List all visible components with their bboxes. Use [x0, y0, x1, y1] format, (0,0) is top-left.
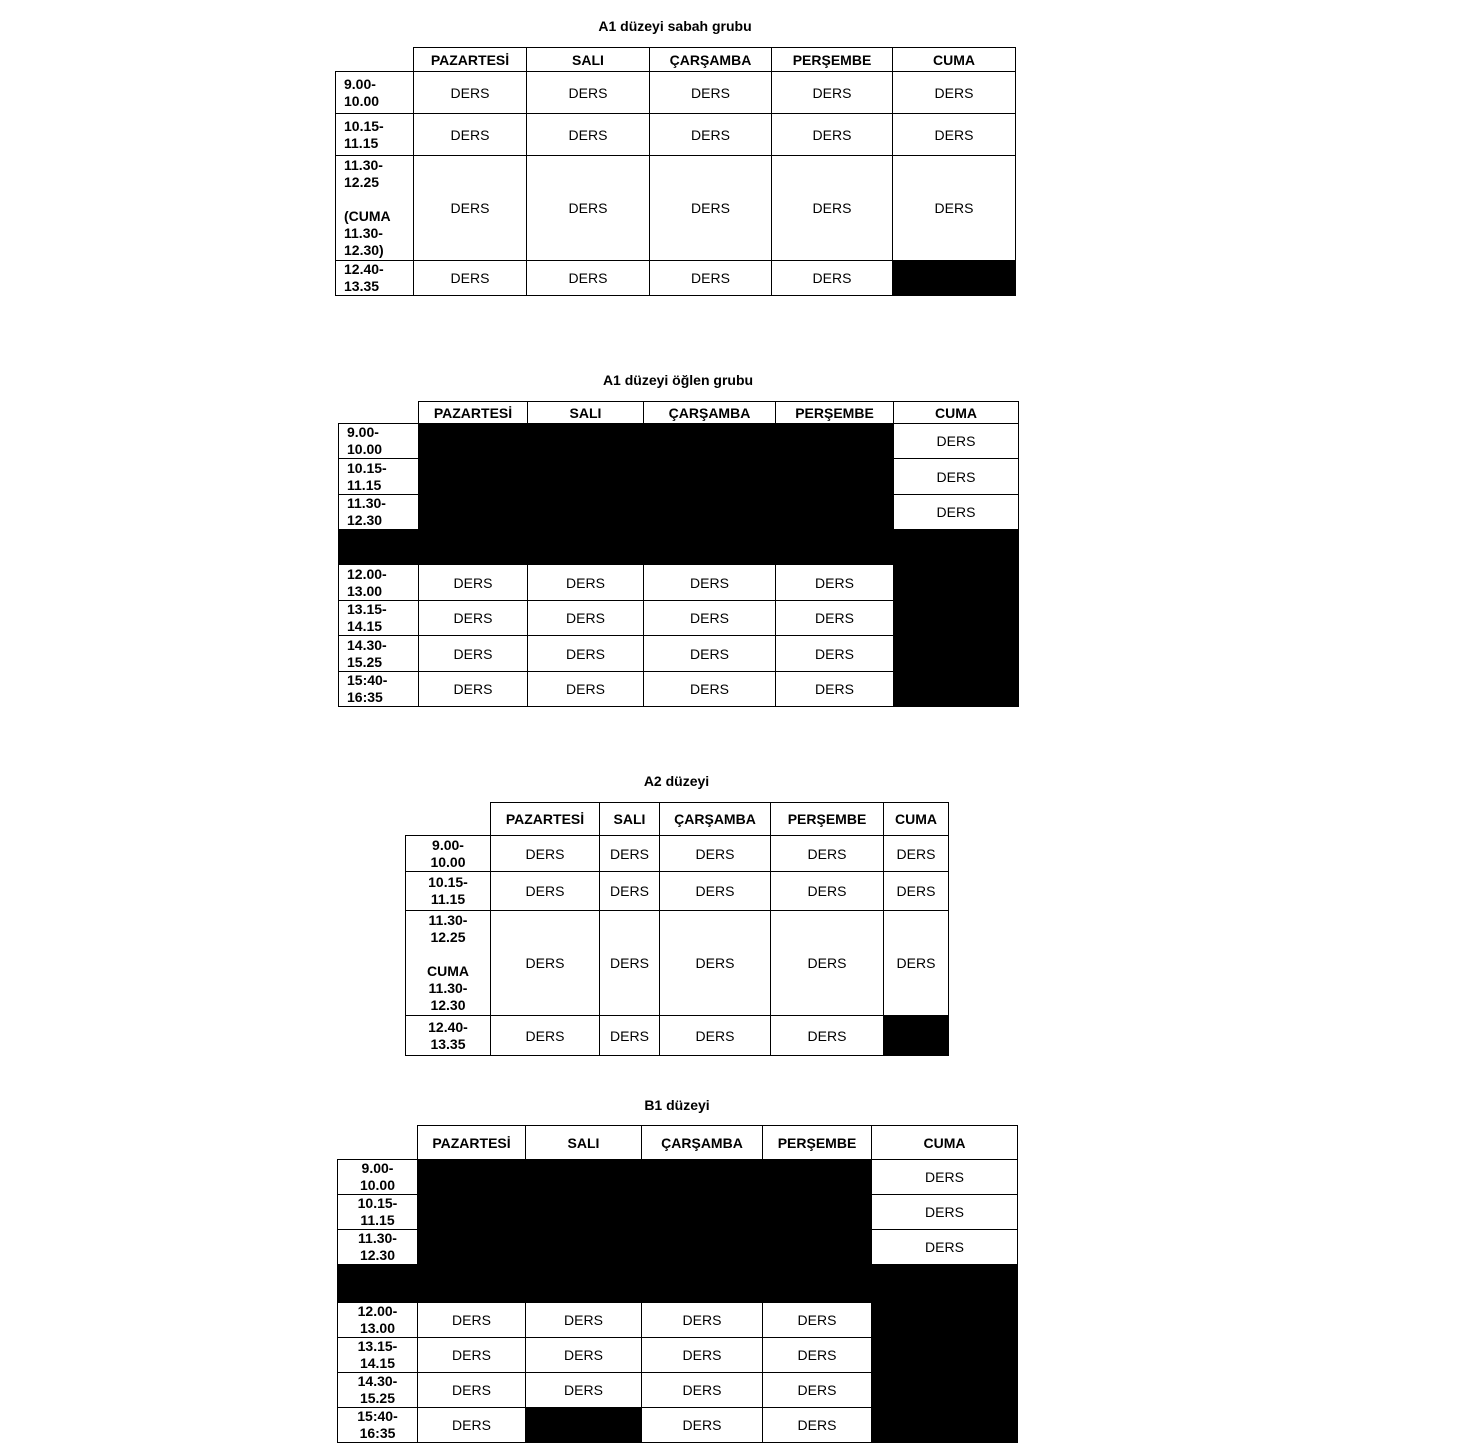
break-row [339, 530, 1019, 565]
time-slot: 14.30- 15.25 [339, 636, 419, 672]
day-header: CUMA [894, 402, 1019, 424]
blocked-cell [872, 1338, 1018, 1373]
lesson-cell: DERS [414, 72, 527, 114]
day-header: PAZARTESİ [491, 803, 600, 836]
lesson-cell: DERS [414, 261, 527, 296]
day-header: ÇARŞAMBA [644, 402, 776, 424]
lesson-cell: DERS [644, 565, 776, 601]
table-row [338, 1265, 1018, 1303]
table-row [339, 424, 1019, 459]
table-row [336, 156, 1016, 261]
lesson-cell: DERS [526, 1338, 642, 1373]
day-header: CUMA [884, 803, 949, 836]
day-header: PAZARTESİ [414, 48, 527, 72]
table-title: B1 düzeyi [644, 1097, 710, 1113]
time-slot: 11.30- 12.30 [339, 495, 419, 530]
lesson-cell: DERS [527, 114, 650, 156]
lesson-cell: DERS [491, 872, 600, 911]
day-header: PAZARTESİ [419, 402, 528, 424]
blocked-cell [894, 672, 1019, 707]
time-slot: 12.40- 13.35 [336, 261, 414, 296]
lesson-cell: DERS [414, 156, 527, 261]
lesson-cell: DERS [776, 565, 894, 601]
lesson-cell: DERS [526, 1373, 642, 1408]
blocked-cell [894, 601, 1019, 636]
lesson-cell: DERS [414, 114, 527, 156]
table-row [406, 872, 949, 911]
day-header: ÇARŞAMBA [650, 48, 772, 72]
lesson-cell: DERS [600, 911, 660, 1016]
time-slot: 15:40- 16:35 [339, 672, 419, 707]
time-slot: 12.40- 13.35 [406, 1016, 491, 1056]
table-row [338, 1303, 1018, 1338]
lesson-cell: DERS [771, 836, 884, 872]
schedule-table-a1-morning [335, 47, 1016, 296]
time-slot: 10.15- 11.15 [336, 114, 414, 156]
day-header: PERŞEMBE [776, 402, 894, 424]
table-row [338, 1338, 1018, 1373]
table-row [336, 72, 1016, 114]
lesson-cell: DERS [884, 872, 949, 911]
table-row [339, 672, 1019, 707]
lesson-cell: DERS [772, 156, 893, 261]
time-slot: 10.15- 11.15 [338, 1195, 418, 1230]
lesson-cell: DERS [772, 114, 893, 156]
blocked-cell [872, 1303, 1018, 1338]
lesson-cell: DERS [884, 911, 949, 1016]
corner-cell [406, 803, 491, 836]
blocked-cell [526, 1408, 642, 1443]
time-slot: 12.00- 13.00 [338, 1303, 418, 1338]
table-row [336, 261, 1016, 296]
lesson-cell: DERS [763, 1373, 872, 1408]
blocked-cell [419, 424, 894, 530]
lesson-cell: DERS [650, 72, 772, 114]
lesson-cell: DERS [642, 1338, 763, 1373]
lesson-cell: DERS [527, 72, 650, 114]
time-slot: 10.15- 11.15 [339, 459, 419, 495]
lesson-cell: DERS [527, 156, 650, 261]
lesson-cell: DERS [528, 672, 644, 707]
lesson-cell: DERS [660, 836, 771, 872]
day-header: PERŞEMBE [771, 803, 884, 836]
table-row [406, 1016, 949, 1056]
time-slot: 9.00- 10.00 [338, 1160, 418, 1195]
time-slot: 9.00- 10.00 [339, 424, 419, 459]
lesson-cell: DERS [491, 836, 600, 872]
lesson-cell: DERS [650, 261, 772, 296]
lesson-cell: DERS [772, 261, 893, 296]
day-header: CUMA [872, 1126, 1018, 1160]
time-slot: 9.00- 10.00 [406, 836, 491, 872]
time-slot: 15:40- 16:35 [338, 1408, 418, 1443]
lesson-cell: DERS [772, 72, 893, 114]
break-row [338, 1265, 1018, 1303]
table-row [338, 1373, 1018, 1408]
lesson-cell: DERS [650, 156, 772, 261]
lesson-cell: DERS [419, 636, 528, 672]
lesson-cell: DERS [894, 424, 1019, 459]
blocked-cell [893, 261, 1016, 296]
table-row [339, 601, 1019, 636]
lesson-cell: DERS [418, 1303, 526, 1338]
lesson-cell: DERS [419, 672, 528, 707]
lesson-cell: DERS [763, 1408, 872, 1443]
blocked-cell [418, 1160, 872, 1265]
lesson-cell: DERS [644, 601, 776, 636]
day-header: SALI [527, 48, 650, 72]
lesson-cell: DERS [660, 1016, 771, 1056]
corner-cell [339, 402, 419, 424]
lesson-cell: DERS [419, 565, 528, 601]
day-header: PERŞEMBE [772, 48, 893, 72]
lesson-cell: DERS [893, 114, 1016, 156]
time-slot: 11.30- 12.25 (CUMA 11.30- 12.30) [336, 156, 414, 261]
day-header: PAZARTESİ [418, 1126, 526, 1160]
lesson-cell: DERS [771, 911, 884, 1016]
table-title: A1 düzeyi öğlen grubu [602, 372, 754, 388]
blocked-cell [872, 1373, 1018, 1408]
time-slot: 10.15- 11.15 [406, 872, 491, 911]
lesson-cell: DERS [644, 672, 776, 707]
day-header: CUMA [893, 48, 1016, 72]
lesson-cell: DERS [893, 156, 1016, 261]
lesson-cell: DERS [600, 872, 660, 911]
corner-cell [336, 48, 414, 72]
lesson-cell: DERS [600, 836, 660, 872]
lesson-cell: DERS [419, 601, 528, 636]
time-slot: 14.30- 15.25 [338, 1373, 418, 1408]
day-header: ÇARŞAMBA [660, 803, 771, 836]
blocked-cell [884, 1016, 949, 1056]
blocked-cell [872, 1408, 1018, 1443]
lesson-cell: DERS [763, 1303, 872, 1338]
lesson-cell: DERS [894, 459, 1019, 495]
blocked-cell [894, 636, 1019, 672]
lesson-cell: DERS [660, 872, 771, 911]
lesson-cell: DERS [894, 495, 1019, 530]
lesson-cell: DERS [763, 1338, 872, 1373]
lesson-cell: DERS [418, 1408, 526, 1443]
lesson-cell: DERS [884, 836, 949, 872]
lesson-cell: DERS [527, 261, 650, 296]
lesson-cell: DERS [528, 636, 644, 672]
lesson-cell: DERS [771, 872, 884, 911]
lesson-cell: DERS [491, 911, 600, 1016]
lesson-cell: DERS [526, 1303, 642, 1338]
table-row [336, 114, 1016, 156]
table-row [339, 565, 1019, 601]
lesson-cell: DERS [644, 636, 776, 672]
time-slot: 13.15- 14.15 [339, 601, 419, 636]
lesson-cell: DERS [650, 114, 772, 156]
lesson-cell: DERS [528, 565, 644, 601]
time-slot: 13.15- 14.15 [338, 1338, 418, 1373]
table-title: A1 düzeyi sabah grubu [598, 18, 752, 34]
lesson-cell: DERS [642, 1373, 763, 1408]
blocked-cell [894, 565, 1019, 601]
lesson-cell: DERS [642, 1408, 763, 1443]
schedule-table-a2 [405, 802, 949, 1056]
time-slot: 12.00- 13.00 [339, 565, 419, 601]
lesson-cell: DERS [491, 1016, 600, 1056]
schedule-table-b1 [337, 1125, 1018, 1443]
lesson-cell: DERS [418, 1338, 526, 1373]
table-row [338, 1160, 1018, 1195]
lesson-cell: DERS [872, 1160, 1018, 1195]
table-row [339, 636, 1019, 672]
table-row [339, 530, 1019, 565]
lesson-cell: DERS [776, 672, 894, 707]
table-row [406, 836, 949, 872]
table-row [406, 911, 949, 1016]
lesson-cell: DERS [600, 1016, 660, 1056]
time-slot: 9.00- 10.00 [336, 72, 414, 114]
lesson-cell: DERS [872, 1195, 1018, 1230]
day-header: PERŞEMBE [763, 1126, 872, 1160]
lesson-cell: DERS [642, 1303, 763, 1338]
schedule-table-a1-noon [338, 401, 1019, 707]
lesson-cell: DERS [776, 601, 894, 636]
lesson-cell: DERS [418, 1373, 526, 1408]
day-header: SALI [600, 803, 660, 836]
lesson-cell: DERS [528, 601, 644, 636]
time-slot: 11.30- 12.30 [338, 1230, 418, 1265]
day-header: SALI [526, 1126, 642, 1160]
table-title: A2 düzeyi [643, 773, 710, 789]
lesson-cell: DERS [771, 1016, 884, 1056]
lesson-cell: DERS [776, 636, 894, 672]
lesson-cell: DERS [872, 1230, 1018, 1265]
lesson-cell: DERS [660, 911, 771, 1016]
time-slot: 11.30- 12.25 CUMA 11.30- 12.30 [406, 911, 491, 1016]
corner-cell [338, 1126, 418, 1160]
day-header: ÇARŞAMBA [642, 1126, 763, 1160]
lesson-cell: DERS [893, 72, 1016, 114]
day-header: SALI [528, 402, 644, 424]
table-row [338, 1408, 1018, 1443]
